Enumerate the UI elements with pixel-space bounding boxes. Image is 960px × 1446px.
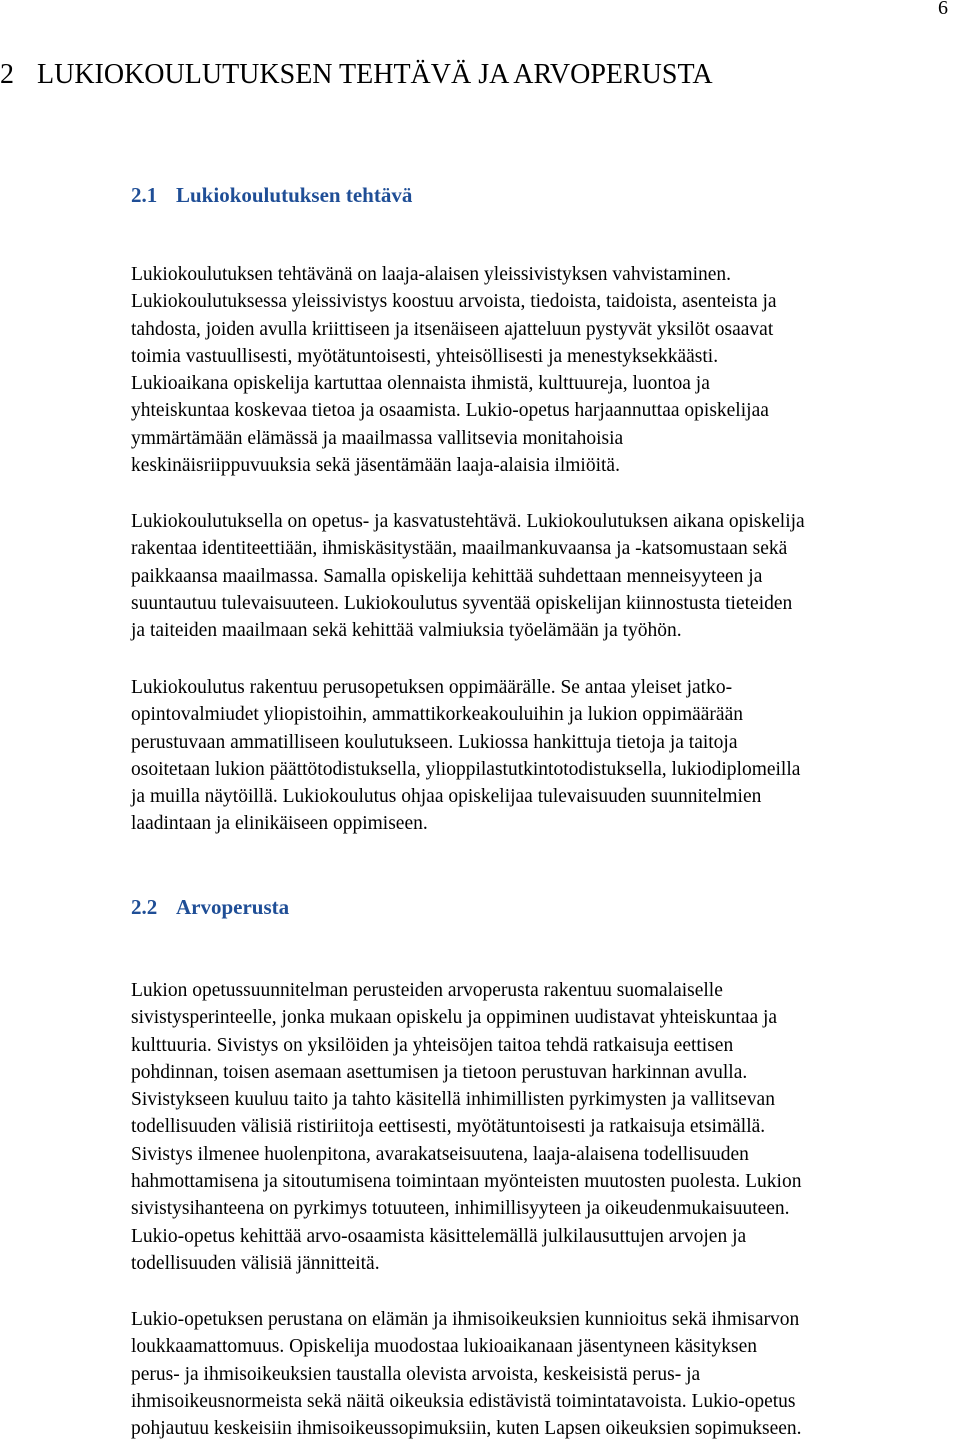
text-line: Sivistykseen kuuluu taito ja tahto käsitellä inhimillisten pyrkimysten ja vallitsevan	[131, 1089, 775, 1111]
text-line: toimia vastuullisesti, myötätuntoisesti, yhteisöllisesti ja menestyksekkäästi.	[131, 345, 719, 367]
section-number: 2.1	[131, 183, 158, 207]
text-line: laadintaan ja elinikäiseen oppimiseen.	[131, 813, 428, 835]
text-line: tahdosta, joiden avulla kriittiseen ja itsenäiseen ajatteluun pystyvät yksilöt osaavat	[131, 318, 774, 340]
section-number: 2.2	[131, 895, 158, 919]
section-heading-2-1	[131, 182, 412, 208]
chapter-heading	[0, 58, 713, 92]
text-line: Lukioaikana opiskelija kartuttaa olennaista ihmistä, kulttuureja, luontoa ja	[131, 373, 710, 395]
text-line: Lukiokoulutus rakentuu perusopetuksen oppimäärälle. Se antaa yleiset jatko-	[131, 677, 733, 698]
text-line: sivistysperinteelle, jonka mukaan opiskelu ja oppiminen uudistavat yhteiskuntaa ja	[131, 1007, 778, 1029]
chapter-title: LUKIOKOULUTUKSEN TEHTÄVÄ JA ARVOPERUSTA	[37, 59, 713, 90]
text-line: yhteiskuntaa koskevaa tietoa ja osaamista. Lukio-opetus harjaannuttaa opiskelijaa	[131, 400, 769, 422]
text-line: opintovalmiudet yliopistoihin, ammattikorkeakouluihin ja lukion oppimäärään	[131, 704, 743, 726]
text-line: Lukiokoulutuksen tehtävänä on laaja-alaisen yleissivistyksen vahvistaminen.	[131, 264, 732, 285]
text-line: keskinäisriippuvuuksia sekä jäsentämään laaja-alaisia ilmiöitä.	[131, 455, 620, 477]
text-line: pohjautuu keskeisiin ihmisoikeussopimuksiin, kuten Lapsen oikeuksien sopimukseen.	[131, 1418, 802, 1440]
text-line: ymmärtämään elämässä ja maailmassa vallitsevia monitahoisia	[131, 427, 624, 449]
text-line: Lukion opetussuunnitelman perusteiden arvoperusta rakentuu suomalaiselle	[131, 980, 723, 1001]
paragraph-tehtava-1	[131, 261, 960, 479]
text-line: Lukiokoulutuksessa yleissivistys koostuu arvoista, tiedoista, taidoista, asenteista ja	[131, 291, 777, 313]
chapter-number: 2	[0, 59, 14, 90]
text-line: ja taiteiden maailmaan sekä kehittää valmiuksia työelämään ja työhön.	[131, 620, 682, 642]
text-line: sivistysihanteena on pyrkimys totuuteen, inhimillisyyteen ja oikeudenmukaisuuteen.	[131, 1198, 790, 1220]
text-line: ja muilla näytöillä. Lukiokoulutus ohjaa opiskelijaa tulevaisuuden suunnitelmien	[131, 786, 762, 808]
text-line: Lukiokoulutuksella on opetus- ja kasvatustehtävä. Lukiokoulutuksen aikana opiskelija	[131, 511, 805, 532]
text-line: Sivistys ilmenee huolenpitona, avarakatseisuutena, laaja-alaisena todellisuuden	[131, 1143, 749, 1165]
section-title: Lukiokoulutuksen tehtävä	[176, 183, 413, 207]
text-line: pohdinnan, toisen asemaan asettumisen ja tietoon perustuvan harkinnan avulla.	[131, 1061, 748, 1083]
text-line: todellisuuden välisiä ristiriitoja eettisesti, myötätuntoisesti ja ratkaisuja etsimällä.	[131, 1116, 766, 1138]
text-line: loukkaamattomuus. Opiskelija muodostaa lukioaikanaan jäsentyneen käsityksen	[131, 1336, 758, 1358]
paragraph-arvoperusta-1	[131, 977, 960, 1277]
text-line: perus- ja ihmisoikeuksien taustalla olevista arvoista, keskeisistä perus- ja	[131, 1363, 701, 1385]
page-number: 6	[938, 0, 948, 19]
text-line: Lukio-opetus kehittää arvo-osaamista käsittelemällä julkilausuttujen arvojen ja	[131, 1225, 747, 1247]
text-line: kulttuuria. Sivistys on yksilöiden ja yhteisöjen taitoa tehdä ratkaisuja eettisen	[131, 1034, 734, 1056]
text-line: osoitetaan lukion päättötodistuksella, ylioppilastutkintotodistuksella, lukiodiplomeilla	[131, 758, 801, 780]
section-title: Arvoperusta	[176, 895, 290, 919]
text-line: Lukio-opetuksen perustana on elämän ja ihmisoikeuksien kunnioitus sekä ihmisarvon	[131, 1309, 800, 1330]
text-line: perustuvaan ammatilliseen koulutukseen. Lukiossa hankittuja tietoja ja taitoja	[131, 731, 738, 753]
text-line: ihmisoikeusnormeista sekä näitä oikeuksia edistävistä toimintatavoista. Lukio-opetus	[131, 1390, 796, 1412]
paragraph-arvoperusta-2	[131, 1306, 960, 1442]
paragraph-tehtava-2	[131, 508, 960, 644]
text-line: paikkaansa maailmassa. Samalla opiskelija kehittää suhdettaan menneisyyteen ja	[131, 565, 763, 587]
text-line: hahmottamisena ja sitoutumisena toimintaan myönteisten muutosten puolesta. Lukion	[131, 1171, 802, 1193]
section-heading-2-2	[131, 894, 289, 920]
text-line: rakentaa identiteettiään, ihmiskäsitystään, maailmankuvaansa ja -katsomustaan sekä	[131, 538, 788, 560]
text-line: suuntautuu tulevaisuuteen. Lukiokoulutus syventää opiskelijan kiinnostusta tieteiden	[131, 592, 793, 614]
paragraph-tehtava-3	[131, 674, 960, 838]
text-line: todellisuuden välisiä jännitteitä.	[131, 1252, 380, 1274]
